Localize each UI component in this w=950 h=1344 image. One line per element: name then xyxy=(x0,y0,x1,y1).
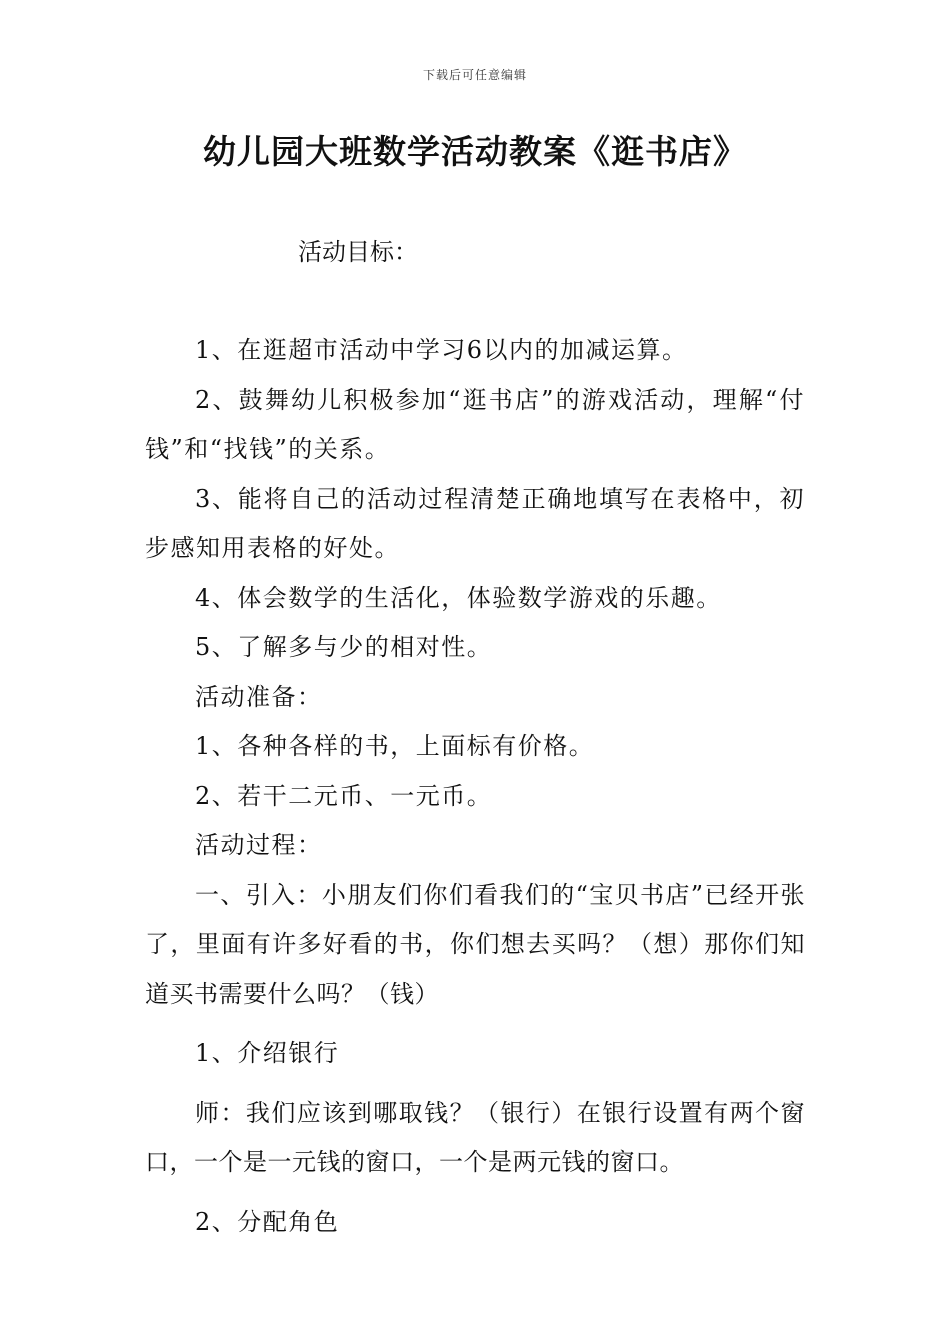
paragraph-step-bank: 1、介绍银行 xyxy=(195,1039,340,1067)
paragraph-prep-2: 2、若干二元币、一元币。 xyxy=(195,781,493,810)
section-heading-preparation: 活动准备： xyxy=(195,682,323,711)
paragraph-teacher-bank: 师：我们应该到哪取钱？（银行）在银行设置有两个窗口，一个是一元钱的窗口，一个是两元钱的窗口。 xyxy=(145,1098,805,1176)
paragraph-prep-1: 1、各种各样的书，上面标有价格。 xyxy=(195,732,595,760)
paragraph-goal-2: 2、鼓舞幼儿积极参加“逛书店”的游戏活动，理解“付钱”和“找钱”的关系。 xyxy=(145,385,805,463)
activity-goals-heading: 活动目标： xyxy=(298,238,418,266)
document-body xyxy=(145,326,805,1247)
paragraph-goal-5: 5、了解多与少的相对性。 xyxy=(195,633,493,661)
document-title: 幼儿园大班数学活动教案《逛书店》 xyxy=(203,132,747,171)
paragraph-step-roles: 2、分配角色 xyxy=(195,1207,340,1236)
paragraph-goal-4: 4、体会数学的生活化，体验数学游戏的乐趣。 xyxy=(195,583,722,612)
paragraph-intro: 一、引入：小朋友们你们看我们的“宝贝书店”已经开张了，里面有许多好看的书，你们想去买吗？（想）那你们知道买书需要什么吗？（钱） xyxy=(145,880,805,1008)
paragraph-goal-3: 3、能将自己的活动过程清楚正确地填写在表格中，初步感知用表格的好处。 xyxy=(145,484,805,562)
header-note: 下载后可任意编辑 xyxy=(422,68,527,82)
section-heading-process: 活动过程： xyxy=(195,831,323,859)
paragraph-goal-1: 1、在逛超市活动中学习6以内的加减运算。 xyxy=(195,336,688,364)
